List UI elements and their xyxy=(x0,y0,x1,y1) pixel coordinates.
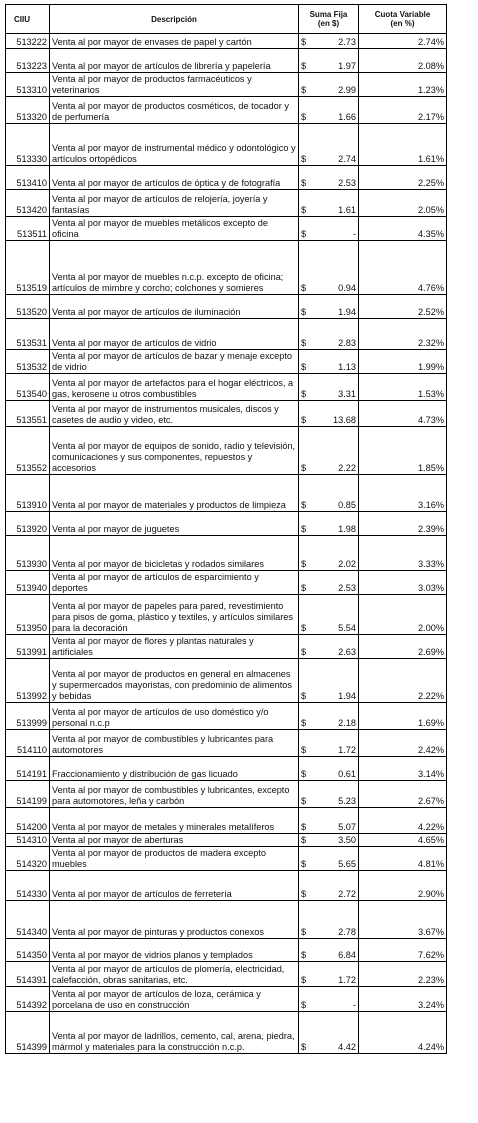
variable-rate: 2.00% xyxy=(359,595,447,635)
variable-rate: 2.69% xyxy=(359,635,447,659)
currency-symbol: $ xyxy=(301,950,307,960)
fixed-amount-value: 0.94 xyxy=(338,283,356,293)
activity-description: Venta al por mayor de pinturas y productos conexos xyxy=(50,901,299,939)
activity-description: Fraccionamiento y distribución de gas licuado xyxy=(50,757,299,781)
activity-description: Venta al por mayor de productos farmacéuticos y veterinarios xyxy=(50,73,299,97)
fixed-amount xyxy=(299,703,359,730)
activity-description: Venta al por mayor de metales y minerales metalíferos xyxy=(50,808,299,834)
fixed-amount xyxy=(299,124,359,166)
fixed-amount-value: 1.66 xyxy=(338,112,356,122)
ciiu-code: 513511 xyxy=(6,217,50,241)
variable-rate: 2.32% xyxy=(359,319,447,350)
table-row xyxy=(6,962,447,987)
currency-symbol: $ xyxy=(301,338,307,348)
activity-description: Venta al por mayor de materiales y productos de limpieza xyxy=(50,475,299,512)
variable-rate: 1.61% xyxy=(359,124,447,166)
fixed-amount xyxy=(299,730,359,757)
table-row xyxy=(6,847,447,871)
activity-description: Venta al por mayor de combustibles y lubricantes para automotores xyxy=(50,730,299,757)
fixed-amount-value: 1.61 xyxy=(338,205,356,215)
fixed-amount-value: 2.02 xyxy=(338,559,356,569)
variable-rate: 2.17% xyxy=(359,97,447,124)
currency-symbol: $ xyxy=(301,229,307,239)
ciiu-code: 513330 xyxy=(6,124,50,166)
table-row xyxy=(6,901,447,939)
currency-symbol: $ xyxy=(301,1042,307,1052)
fixed-amount-value: 2.53 xyxy=(338,583,356,593)
fixed-amount xyxy=(299,757,359,781)
table-row xyxy=(6,34,447,49)
fixed-amount xyxy=(299,834,359,847)
currency-symbol: $ xyxy=(301,85,307,95)
fixed-amount-value: 2.72 xyxy=(338,889,356,899)
activity-description: Venta al por mayor de artículos de esparcimiento y deportes xyxy=(50,571,299,595)
activity-description: Venta al por mayor de artefactos para el hogar eléctricos, a gas, kerosene u otros combustibles xyxy=(50,374,299,401)
ciiu-code: 514199 xyxy=(6,781,50,808)
ciiu-code: 513532 xyxy=(6,350,50,374)
table-row xyxy=(6,319,447,350)
activity-description: Venta al por mayor de instrumental médico y odontológico y artículos ortopédicos xyxy=(50,124,299,166)
fixed-amount xyxy=(299,847,359,871)
activity-description: Venta al por mayor de artículos de bazar y menaje excepto de vidrio xyxy=(50,350,299,374)
variable-rate: 2.42% xyxy=(359,730,447,757)
fixed-amount xyxy=(299,374,359,401)
variable-rate: 4.22% xyxy=(359,808,447,834)
fixed-amount-value: - xyxy=(352,229,356,239)
fixed-amount-value: 2.53 xyxy=(338,178,356,188)
fixed-amount xyxy=(299,34,359,49)
table-row xyxy=(6,512,447,536)
fixed-amount-value: 13.68 xyxy=(333,415,356,425)
ciiu-code: 514392 xyxy=(6,987,50,1012)
activity-description: Venta al por mayor de equipos de sonido, radio y televisión, comunicaciones y sus componentes, repuestos y accesorios xyxy=(50,427,299,475)
fixed-amount-value: 5.54 xyxy=(338,623,356,633)
variable-rate: 2.74% xyxy=(359,34,447,49)
currency-symbol: $ xyxy=(301,889,307,899)
fixed-amount-value: 1.98 xyxy=(338,524,356,534)
header-row xyxy=(6,5,447,34)
table-row xyxy=(6,834,447,847)
table-row xyxy=(6,659,447,703)
variable-rate: 2.90% xyxy=(359,871,447,901)
table-body xyxy=(6,34,447,1054)
fixed-amount xyxy=(299,190,359,217)
ciiu-code: 513531 xyxy=(6,319,50,350)
ciiu-code: 514310 xyxy=(6,834,50,847)
fixed-amount xyxy=(299,808,359,834)
fixed-amount-value: 2.73 xyxy=(338,37,356,47)
variable-rate: 2.52% xyxy=(359,295,447,319)
activity-description: Venta al por mayor de productos de madera excepto muebles xyxy=(50,847,299,871)
header-descripcion: Descripción xyxy=(50,5,299,34)
fixed-amount xyxy=(299,241,359,295)
table-row xyxy=(6,166,447,190)
ciiu-code: 514200 xyxy=(6,808,50,834)
ciiu-code: 513950 xyxy=(6,595,50,635)
activity-description: Venta al por mayor de productos cosméticos, de tocador y de perfumería xyxy=(50,97,299,124)
currency-symbol: $ xyxy=(301,835,307,845)
fixed-amount-value: 1.94 xyxy=(338,691,356,701)
fixed-amount xyxy=(299,781,359,808)
ciiu-code: 514340 xyxy=(6,901,50,939)
fixed-amount xyxy=(299,512,359,536)
variable-rate: 4.73% xyxy=(359,401,447,427)
table-row xyxy=(6,635,447,659)
table-row xyxy=(6,350,447,374)
fixed-amount xyxy=(299,659,359,703)
header-suma-fija: Suma Fija (en $) xyxy=(299,5,359,34)
fixed-amount xyxy=(299,962,359,987)
fixed-amount xyxy=(299,939,359,962)
variable-rate: 3.24% xyxy=(359,987,447,1012)
table-row xyxy=(6,730,447,757)
currency-symbol: $ xyxy=(301,154,307,164)
variable-rate: 3.16% xyxy=(359,475,447,512)
variable-rate: 2.25% xyxy=(359,166,447,190)
fixed-amount-value: 6.84 xyxy=(338,950,356,960)
ciiu-code: 513991 xyxy=(6,635,50,659)
ciiu-code: 513920 xyxy=(6,512,50,536)
table-row xyxy=(6,374,447,401)
activity-description: Venta al por mayor de bicicletas y rodados similares xyxy=(50,536,299,571)
currency-symbol: $ xyxy=(301,415,307,425)
fixed-amount-value: 5.23 xyxy=(338,796,356,806)
activity-description: Venta al por mayor de combustibles y lubricantes, excepto para automotores, leña y carbón xyxy=(50,781,299,808)
ciiu-code: 514110 xyxy=(6,730,50,757)
variable-rate: 2.23% xyxy=(359,962,447,987)
fixed-amount-value: 1.72 xyxy=(338,975,356,985)
fixed-amount xyxy=(299,595,359,635)
fixed-amount-value: 2.74 xyxy=(338,154,356,164)
currency-symbol: $ xyxy=(301,623,307,633)
fixed-amount xyxy=(299,49,359,73)
activity-description: Venta al por mayor de vidrios planos y templados xyxy=(50,939,299,962)
currency-symbol: $ xyxy=(301,1000,307,1010)
activity-description: Venta al por mayor de muebles metálicos excepto de oficina xyxy=(50,217,299,241)
activity-description: Venta al por mayor de papeles para pared, revestimiento para pisos de goma, plástico y textiles, y artículos similares para la decoración xyxy=(50,595,299,635)
table-row xyxy=(6,987,447,1012)
fixed-amount-value: 1.13 xyxy=(338,362,356,372)
table-row xyxy=(6,217,447,241)
ciiu-code: 514399 xyxy=(6,1012,50,1054)
fixed-amount xyxy=(299,571,359,595)
activity-description: Venta al por mayor de artículos de relojería, joyería y fantasías xyxy=(50,190,299,217)
variable-rate: 2.22% xyxy=(359,659,447,703)
variable-rate: 3.67% xyxy=(359,901,447,939)
fixed-amount-value: 0.61 xyxy=(338,769,356,779)
rates-table xyxy=(5,4,447,1054)
fixed-amount xyxy=(299,295,359,319)
table-row xyxy=(6,781,447,808)
ciiu-code: 513552 xyxy=(6,427,50,475)
fixed-amount xyxy=(299,475,359,512)
fixed-amount-value: 5.65 xyxy=(338,859,356,869)
fixed-amount-value: 3.50 xyxy=(338,835,356,845)
fixed-amount xyxy=(299,635,359,659)
activity-description: Venta al por mayor de artículos de librería y papelería xyxy=(50,49,299,73)
variable-rate: 2.39% xyxy=(359,512,447,536)
table-row xyxy=(6,939,447,962)
table-row xyxy=(6,595,447,635)
ciiu-code: 513520 xyxy=(6,295,50,319)
currency-symbol: $ xyxy=(301,178,307,188)
variable-rate: 7.62% xyxy=(359,939,447,962)
ciiu-code: 513540 xyxy=(6,374,50,401)
currency-symbol: $ xyxy=(301,61,307,71)
activity-description: Venta al por mayor de artículos de uso doméstico y/o personal n.c.p xyxy=(50,703,299,730)
ciiu-code: 513223 xyxy=(6,49,50,73)
header-ciiu: CIIU xyxy=(6,5,50,34)
currency-symbol: $ xyxy=(301,524,307,534)
activity-description: Venta al por mayor de artículos de iluminación xyxy=(50,295,299,319)
table-row xyxy=(6,536,447,571)
variable-rate: 1.53% xyxy=(359,374,447,401)
currency-symbol: $ xyxy=(301,718,307,728)
fixed-amount-value: 2.78 xyxy=(338,927,356,937)
activity-description: Venta al por mayor de aberturas xyxy=(50,834,299,847)
ciiu-code: 513310 xyxy=(6,73,50,97)
table-row xyxy=(6,401,447,427)
table-row xyxy=(6,190,447,217)
ciiu-code: 513940 xyxy=(6,571,50,595)
table-row xyxy=(6,295,447,319)
fixed-amount xyxy=(299,350,359,374)
ciiu-code: 513551 xyxy=(6,401,50,427)
currency-symbol: $ xyxy=(301,500,307,510)
header-cuota-variable: Cuota Variable (en %) xyxy=(359,5,447,34)
fixed-amount-value: - xyxy=(352,1000,356,1010)
currency-symbol: $ xyxy=(301,559,307,569)
ciiu-code: 514391 xyxy=(6,962,50,987)
activity-description: Venta al por mayor de muebles n.c.p. excepto de oficina; artículos de mimbre y corcho; colchones y somieres xyxy=(50,241,299,295)
currency-symbol: $ xyxy=(301,745,307,755)
currency-symbol: $ xyxy=(301,307,307,317)
activity-description: Venta al por mayor de ladrillos, cemento, cal, arena, piedra, mármol y materiales para la construcción n.c.p. xyxy=(50,1012,299,1054)
activity-description: Venta al por mayor de productos en general en almacenes y supermercados mayoristas, con predominio de alimentos y bebidas xyxy=(50,659,299,703)
table-row xyxy=(6,49,447,73)
ciiu-code: 513320 xyxy=(6,97,50,124)
fixed-amount-value: 0.85 xyxy=(338,500,356,510)
currency-symbol: $ xyxy=(301,205,307,215)
fixed-amount-value: 1.72 xyxy=(338,745,356,755)
activity-description: Venta al por mayor de artículos de óptica y de fotografía xyxy=(50,166,299,190)
variable-rate: 4.65% xyxy=(359,834,447,847)
table-row xyxy=(6,571,447,595)
variable-rate: 3.14% xyxy=(359,757,447,781)
variable-rate: 4.24% xyxy=(359,1012,447,1054)
currency-symbol: $ xyxy=(301,796,307,806)
variable-rate: 1.99% xyxy=(359,350,447,374)
fixed-amount xyxy=(299,73,359,97)
activity-description: Venta al por mayor de artículos de plomería, electricidad, calefacción, obras sanitarias, etc. xyxy=(50,962,299,987)
currency-symbol: $ xyxy=(301,691,307,701)
fixed-amount-value: 2.83 xyxy=(338,338,356,348)
table-row xyxy=(6,871,447,901)
ciiu-code: 514191 xyxy=(6,757,50,781)
currency-symbol: $ xyxy=(301,822,307,832)
fixed-amount-value: 2.99 xyxy=(338,85,356,95)
fixed-amount-value: 2.22 xyxy=(338,463,356,473)
variable-rate: 4.35% xyxy=(359,217,447,241)
fixed-amount-value: 1.94 xyxy=(338,307,356,317)
fixed-amount xyxy=(299,217,359,241)
ciiu-code: 514320 xyxy=(6,847,50,871)
fixed-amount xyxy=(299,166,359,190)
variable-rate: 2.08% xyxy=(359,49,447,73)
variable-rate: 3.03% xyxy=(359,571,447,595)
variable-rate: 1.69% xyxy=(359,703,447,730)
fixed-amount xyxy=(299,901,359,939)
variable-rate: 2.05% xyxy=(359,190,447,217)
variable-rate: 3.33% xyxy=(359,536,447,571)
ciiu-code: 513420 xyxy=(6,190,50,217)
table-row xyxy=(6,808,447,834)
table-row xyxy=(6,241,447,295)
currency-symbol: $ xyxy=(301,37,307,47)
activity-description: Venta al por mayor de artículos de ferretería xyxy=(50,871,299,901)
variable-rate: 1.85% xyxy=(359,427,447,475)
fixed-amount-value: 4.42 xyxy=(338,1042,356,1052)
variable-rate: 1.23% xyxy=(359,73,447,97)
activity-description: Venta al por mayor de artículos de loza, cerámica y porcelana de uso en construcción xyxy=(50,987,299,1012)
ciiu-code: 513519 xyxy=(6,241,50,295)
variable-rate: 2.67% xyxy=(359,781,447,808)
currency-symbol: $ xyxy=(301,283,307,293)
fixed-amount xyxy=(299,987,359,1012)
currency-symbol: $ xyxy=(301,112,307,122)
activity-description: Venta al por mayor de artículos de vidrio xyxy=(50,319,299,350)
table-row xyxy=(6,703,447,730)
variable-rate: 4.76% xyxy=(359,241,447,295)
currency-symbol: $ xyxy=(301,583,307,593)
ciiu-code: 513222 xyxy=(6,34,50,49)
currency-symbol: $ xyxy=(301,859,307,869)
fixed-amount xyxy=(299,427,359,475)
activity-description: Venta al por mayor de instrumentos musicales, discos y casetes de audio y video, etc. xyxy=(50,401,299,427)
fixed-amount-value: 3.31 xyxy=(338,389,356,399)
fixed-amount-value: 2.63 xyxy=(338,647,356,657)
currency-symbol: $ xyxy=(301,647,307,657)
fixed-amount xyxy=(299,97,359,124)
currency-symbol: $ xyxy=(301,463,307,473)
ciiu-code: 514330 xyxy=(6,871,50,901)
ciiu-code: 513930 xyxy=(6,536,50,571)
table-row xyxy=(6,427,447,475)
table-row xyxy=(6,97,447,124)
ciiu-code: 514350 xyxy=(6,939,50,962)
table-row xyxy=(6,757,447,781)
activity-description: Venta al por mayor de envases de papel y cartón xyxy=(50,34,299,49)
table-row xyxy=(6,1012,447,1054)
table-row xyxy=(6,124,447,166)
fixed-amount-value: 2.18 xyxy=(338,718,356,728)
variable-rate: 4.81% xyxy=(359,847,447,871)
activity-description: Venta al por mayor de flores y plantas naturales y artificiales xyxy=(50,635,299,659)
ciiu-code: 513992 xyxy=(6,659,50,703)
fixed-amount xyxy=(299,401,359,427)
fixed-amount xyxy=(299,871,359,901)
fixed-amount-value: 1.97 xyxy=(338,61,356,71)
ciiu-code: 513910 xyxy=(6,475,50,512)
activity-description: Venta al por mayor de juguetes xyxy=(50,512,299,536)
currency-symbol: $ xyxy=(301,389,307,399)
currency-symbol: $ xyxy=(301,769,307,779)
fixed-amount xyxy=(299,1012,359,1054)
ciiu-code: 513410 xyxy=(6,166,50,190)
currency-symbol: $ xyxy=(301,927,307,937)
ciiu-code: 513999 xyxy=(6,703,50,730)
fixed-amount xyxy=(299,319,359,350)
currency-symbol: $ xyxy=(301,362,307,372)
fixed-amount-value: 5.07 xyxy=(338,822,356,832)
currency-symbol: $ xyxy=(301,975,307,985)
table-row xyxy=(6,475,447,512)
table-row xyxy=(6,73,447,97)
fixed-amount xyxy=(299,536,359,571)
